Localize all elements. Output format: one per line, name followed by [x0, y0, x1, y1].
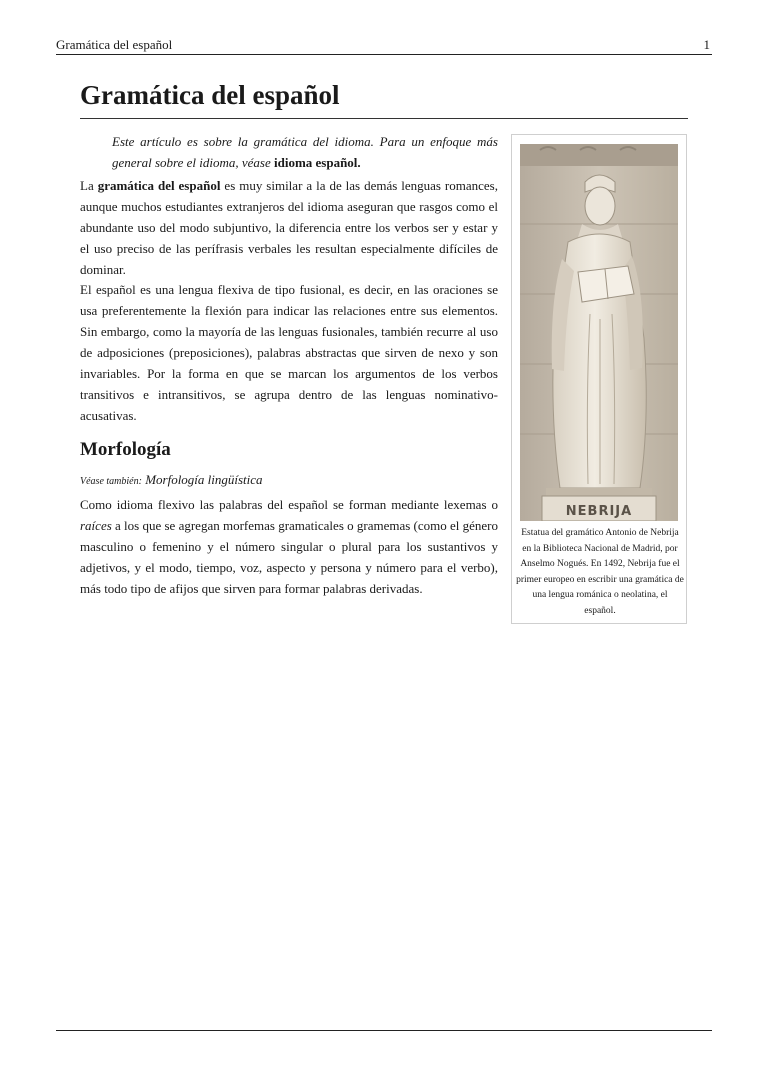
infobox: [511, 134, 687, 624]
morphology-start: Como idioma flexivo las palabras del español se forman mediante lexemas o: [80, 497, 498, 512]
hatnote-link[interactable]: idioma español: [273, 155, 358, 170]
page-header: [56, 38, 712, 55]
morphology-rest: a los que se agregan morfemas gramaticales o gramemas (como el género masculino o femenino y el número singular o plural para los sustantivos y adjetivos, y el modo, tiempo, voz, aspecto y persona y número para el verbo), más todo tipo de afijos que sirven para formar palabras derivadas.: [80, 518, 499, 596]
page-number: 1: [703, 37, 710, 52]
morphology-paragraph: [80, 494, 498, 599]
see-also-link[interactable]: Morfología lingüística: [145, 472, 263, 487]
article-title: Gramática del español: [80, 78, 688, 119]
see-also: [80, 472, 263, 490]
hatnote-text: Este artículo es sobre la gramática del idioma. Para un enfoque más general sobre el idioma, véase: [112, 134, 498, 170]
intro-bold-term: gramática del español: [97, 178, 221, 193]
page-footer-rule: [56, 1030, 712, 1031]
hatnote: [112, 131, 498, 173]
statue-plaque-text: NEBRIJA: [565, 504, 633, 519]
intro-rest: es muy similar a la de las demás lenguas romances, aunque muchos estudiantes extranjeros del idioma aseguran que rasgos como el abundante uso del modo subjuntivo, la diferencia entre los verbos ser y estar y el uso preciso de las perífrasis verbales les resultan especialmente difíciles de dominar.: [80, 178, 498, 277]
intro-start: La: [80, 178, 98, 193]
header-title: Gramática del español: [56, 37, 173, 52]
intro-paragraph: [80, 175, 498, 280]
typology-paragraph: El español es una lengua flexiva de tipo fusional, es decir, en las oraciones se usa preferentemente la flexión para indicar las relaciones entre sus elementos. Sin embargo, como la mayoría de las lenguas fusionales, también recurre al uso de adposiciones (preposiciones), palabras abstractas que sirven de nexo y son invariables. Por la forma en que se marcan los argumentos de los verbos transitivos e intransitivos, se agrupa dentro de las lenguas nominativo-acusativas.: [80, 282, 498, 423]
section-heading-morfologia: Morfología: [80, 439, 171, 460]
morphology-italic-term: raíces: [80, 518, 112, 533]
image-caption: Estatua del gramático Antonio de Nebrija en la Biblioteca Nacional de Madrid, por Anselmo Nogués. En 1492, Nebrija fue el primer europeo en escribir una gramática de una lengua románica o neolatina, el español.: [516, 528, 684, 616]
see-also-label: Véase también:: [80, 476, 142, 487]
hatnote-period: .: [357, 155, 361, 170]
nebrija-statue-image[interactable]: [520, 144, 678, 521]
